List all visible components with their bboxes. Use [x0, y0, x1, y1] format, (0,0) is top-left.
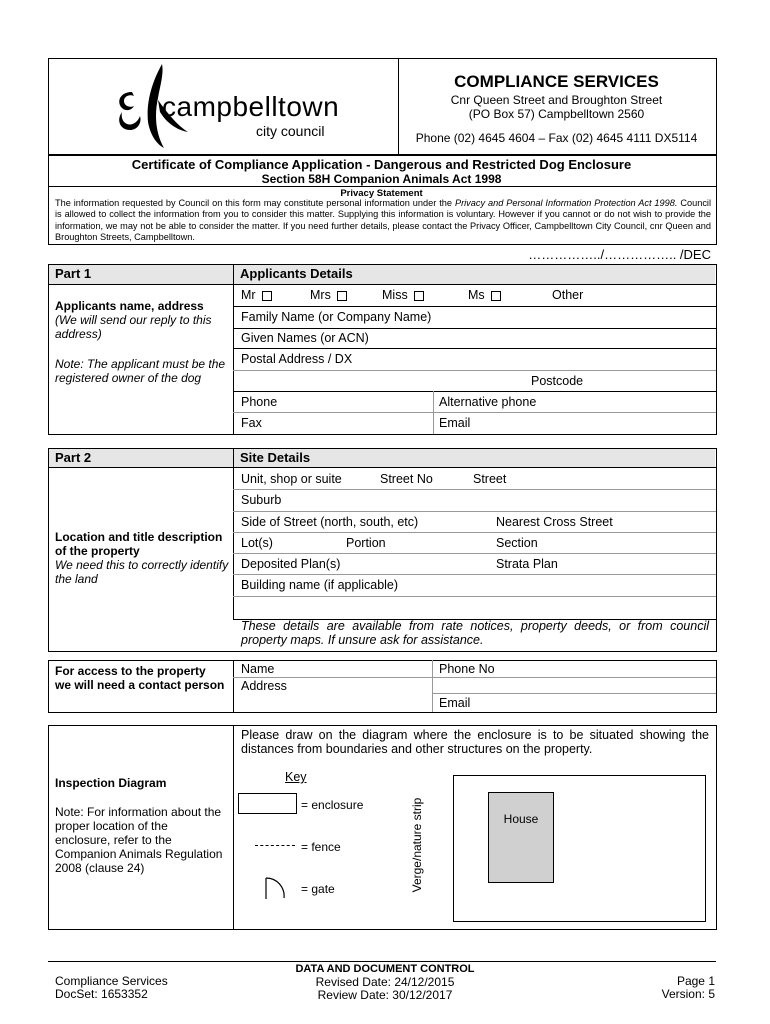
deposited-plan-field[interactable]: Deposited Plan(s) [241, 557, 341, 571]
reference-line: ……………../…………….. /DEC [528, 247, 711, 262]
inspection-diagram-title: Inspection Diagram [55, 776, 167, 790]
diagram-instruction: Please draw on the diagram where the enclosure is to be situated showing the distances from boundaries and other structures on the property. [241, 728, 709, 756]
part1-side-panel: Applicants name, address (We will send our reply to this address) Note: The applicant must be the registered owner of the dog [55, 299, 226, 385]
form-title: Certificate of Compliance Application - Dangerous and Restricted Dog Enclosure [131, 157, 632, 172]
suburb-field[interactable]: Suburb [241, 493, 282, 507]
unit-field[interactable]: Unit, shop or suite [241, 472, 342, 486]
postcode-field[interactable]: Postcode [531, 374, 584, 388]
contact-side-label: For access to the property we will need a contact person [55, 664, 225, 692]
footer-center: DATA AND DOCUMENT CONTROL Revised Date: 24/12/2015 Review Date: 30/12/2017 [295, 963, 475, 1002]
lots-field[interactable]: Lot(s) [241, 536, 273, 550]
email-field[interactable]: Email [439, 416, 471, 430]
contact-line: Phone (02) 4645 4604 – Fax (02) 4645 4111 DX5114 [415, 131, 698, 145]
phone-field[interactable]: Phone [241, 395, 278, 409]
postal-address-field[interactable]: Postal Address / DX [241, 352, 353, 366]
applicants-details-heading: Applicants Details [240, 266, 353, 281]
house-label: House [503, 812, 539, 826]
street-field[interactable]: Street [473, 472, 507, 486]
logo-word: campbelltown [162, 91, 340, 122]
given-names-field[interactable]: Given Names (or ACN) [241, 331, 369, 345]
title-mrs-option[interactable]: Mrs [310, 288, 347, 302]
address-line-1: Cnr Queen Street and Broughton Street [450, 93, 663, 107]
title-miss-option[interactable]: Miss [382, 288, 424, 302]
house-shape [488, 792, 554, 883]
form-subtitle: Section 58H Companion Animals Act 1998 [261, 172, 502, 186]
enclosure-key-icon [238, 793, 297, 814]
enclosure-key-label: = enclosure [301, 798, 364, 812]
inspection-side-note: Note: For information about the proper location of the enclosure, refer to the Companion Animals Regulation 2008 (clause 24) [55, 805, 223, 875]
section-field[interactable]: Section [496, 536, 538, 550]
gate-key-icon [264, 876, 286, 900]
mr-checkbox[interactable] [262, 291, 272, 301]
contact-email-field[interactable]: Email [439, 696, 471, 710]
fence-key-label: = fence [301, 840, 341, 854]
contact-name-field[interactable]: Name [241, 662, 275, 676]
strata-plan-field[interactable]: Strata Plan [496, 557, 558, 571]
contact-address-field[interactable]: Address [241, 679, 287, 693]
building-name-field[interactable]: Building name (if applicable) [241, 578, 399, 592]
site-details-heading: Site Details [240, 450, 311, 465]
verge-label: Verge/nature strip [410, 797, 424, 893]
privacy-heading: Privacy Statement [340, 188, 423, 199]
family-name-field[interactable]: Family Name (or Company Name) [241, 310, 432, 324]
part2-side-panel: Location and title description of the property We need this to correctly identify the land [55, 530, 229, 586]
fax-field[interactable]: Fax [241, 416, 262, 430]
nearest-cross-street-field[interactable]: Nearest Cross Street [496, 515, 613, 529]
fence-key-icon [255, 845, 295, 846]
street-no-field[interactable]: Street No [380, 472, 433, 486]
address-line-2: (PO Box 57) Campbelltown 2560 [468, 107, 645, 121]
part1-label: Part 1 [55, 266, 92, 281]
logo-subtitle: city council [256, 123, 325, 139]
title-other-field[interactable]: Other [552, 288, 584, 302]
contact-phone-field[interactable]: Phone No [439, 662, 495, 676]
footer-left: Compliance Services DocSet: 1653352 [55, 974, 168, 1001]
alternative-phone-field[interactable]: Alternative phone [439, 395, 537, 409]
privacy-statement: The information requested by Council on this form may constitute personal information under the Privacy and Personal Information Protection Act 1998. Council is allowed to collect the information from you to consider this matter. Supplying this information is voluntary. However if you cannot or do not wish to provide the information, we may not be able to consider the matter. If you need further details, please contact the Privacy Officer, Campbelltown City Council, cnr Queen and Broughton Streets, Campbelltown. [55, 198, 711, 243]
key-heading: Key [285, 770, 307, 784]
side-of-street-field[interactable]: Side of Street (north, south, etc) [241, 515, 419, 529]
miss-checkbox[interactable] [414, 291, 424, 301]
title-ms-option[interactable]: Ms [468, 288, 501, 302]
ms-checkbox[interactable] [491, 291, 501, 301]
gate-key-label: = gate [301, 882, 335, 896]
title-mr-option[interactable]: Mr [241, 288, 272, 302]
portion-field[interactable]: Portion [346, 536, 386, 550]
page-title: COMPLIANCE SERVICES [454, 72, 659, 91]
mrs-checkbox[interactable] [337, 291, 347, 301]
site-details-note: These details are available from rate notices, property deeds, or from council property maps. If unsure ask for assistance. [241, 619, 709, 647]
footer-right: Page 1 Version: 5 [661, 974, 715, 1001]
part2-label: Part 2 [55, 450, 92, 465]
